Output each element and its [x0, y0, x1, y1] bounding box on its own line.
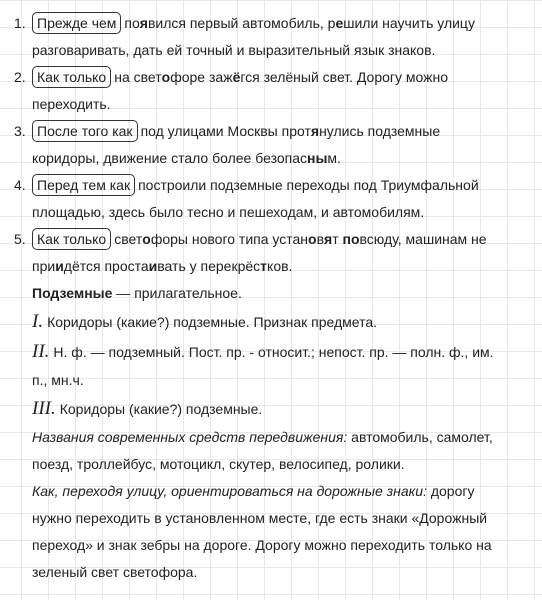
sentence-fragment: нулись подземные [319, 123, 441, 139]
transport-text-1: автомобиль, самолет, [347, 429, 493, 445]
list-item-continuation [14, 199, 534, 226]
signs-paragraph-line-3 [14, 532, 534, 559]
emphasized-letters: и [148, 258, 158, 274]
morph-step-1-text: Коридоры (какие?) подземные. Признак предмета. [47, 314, 378, 330]
sentence-fragment: вился первый автомобиль, р [147, 15, 336, 31]
sentence-fragment: свет [114, 231, 143, 247]
sentence-fragment: при [32, 258, 56, 274]
morph-step-3-text: Коридоры (какие?) подземные. [59, 401, 263, 417]
numbered-list [14, 10, 534, 280]
sentence-fragment: коридоры, движение стало более безопас [32, 150, 307, 166]
sentence-fragment: ков. [267, 258, 293, 274]
morph-step-2-continuation [14, 367, 534, 394]
signs-paragraph-line-2 [14, 505, 534, 532]
analyzed-word-description: — прилагательное. [112, 285, 242, 301]
signs-paragraph-line-4 [14, 559, 534, 586]
sentence-fragment: построили подземные переходы под Триумфальной [138, 177, 479, 193]
sentence-fragment: вать у перекрёс [157, 258, 261, 274]
emphasized-letters: я [324, 231, 333, 247]
signs-text-1: дорогу [426, 483, 475, 499]
roman-numeral-1: I. [32, 311, 44, 332]
analyzed-word: Подземные [32, 285, 113, 301]
sentence-fragment: всюду, машинам не [359, 231, 487, 247]
emphasized-letters: о [142, 231, 151, 247]
sentence-fragment: на свет [114, 69, 162, 85]
sentence-fragment: форе заж [170, 69, 233, 85]
roman-numeral-2: II. [32, 341, 50, 362]
emphasized-letters: я [310, 123, 320, 139]
sentence-fragment: форы нового типа устан [150, 231, 309, 247]
list-item-continuation [14, 91, 534, 118]
boxed-conjunction: Как только [32, 66, 111, 88]
transport-label: Названия современных средств передвижения: [32, 429, 348, 445]
list-item-number: 1. [14, 15, 26, 31]
sentence-fragment: по [124, 15, 140, 31]
sentence-fragment: м. [327, 150, 341, 166]
emphasized-letters: е [335, 15, 344, 31]
list-item [14, 172, 534, 199]
morph-heading [14, 280, 534, 307]
transport-paragraph [14, 424, 534, 451]
emphasized-letters: ё [232, 69, 241, 85]
list-item-number: 4. [14, 177, 26, 193]
transport-paragraph-cont [14, 451, 534, 478]
list-item-continuation [14, 37, 534, 64]
sentence-fragment: гся зелёный свет. Дорогу можно [240, 69, 449, 85]
sentence-fragment: площадью, здесь было тесно и пешеходам, и автомобилям. [32, 204, 425, 220]
list-item-continuation [14, 145, 534, 172]
list-item [14, 64, 534, 91]
sentence-fragment: в [316, 231, 325, 247]
emphasized-letters: я [139, 15, 148, 31]
sentence-fragment: под улицами Москвы прот [140, 123, 311, 139]
signs-text-4: зеленый свет светофора. [32, 564, 198, 580]
list-item [14, 118, 534, 145]
emphasized-letters: о [308, 231, 317, 247]
boxed-conjunction: Прежде чем [32, 12, 121, 34]
morph-step-1 [14, 307, 534, 337]
sentence-fragment: разговаривать, дать ей точный и выразительный язык знаков. [32, 42, 436, 58]
signs-label: Как, переходя улицу, ориентироваться на дорожные знаки: [32, 483, 427, 499]
morph-step-2-text: Н. ф. — подземный. Пост. пр. - относит.; непост. пр. — полн. ф., им. [53, 344, 494, 360]
emphasized-letters: ны [307, 150, 328, 166]
list-item-number: 2. [14, 69, 26, 85]
emphasized-letters: по [342, 231, 360, 247]
list-item-continuation [14, 253, 534, 280]
list-item [14, 226, 534, 253]
sentence-fragment: переходить. [32, 96, 111, 112]
morph-step-3 [14, 394, 534, 424]
emphasized-letters: и [55, 258, 64, 274]
transport-text-2: поезд, троллейбус, мотоцикл, скутер, велосипед, ролики. [32, 456, 405, 472]
signs-text-2: нужно переходить в установленном месте, где есть знаки «Дорожный [32, 510, 488, 526]
signs-paragraph [14, 478, 534, 505]
signs-text-3: переход» и знак зебры на дороге. Дорогу можно переходить только на [32, 537, 492, 553]
emphasized-letters: т [260, 258, 268, 274]
sentence-fragment: дётся проста [63, 258, 149, 274]
sentence-fragment: т [332, 231, 343, 247]
morph-step-2 [14, 337, 534, 367]
list-item-number: 5. [14, 231, 26, 247]
boxed-conjunction: После того как [32, 120, 138, 142]
boxed-conjunction: Перед тем как [32, 174, 135, 196]
morph-step-2-text-cont: п., мн.ч. [32, 372, 84, 388]
sentence-fragment: шили научить улицу [343, 15, 475, 31]
list-item [14, 10, 534, 37]
list-item-number: 3. [14, 123, 26, 139]
roman-numeral-3: III. [32, 398, 56, 419]
boxed-conjunction: Как только [32, 228, 111, 250]
emphasized-letters: о [161, 69, 171, 85]
